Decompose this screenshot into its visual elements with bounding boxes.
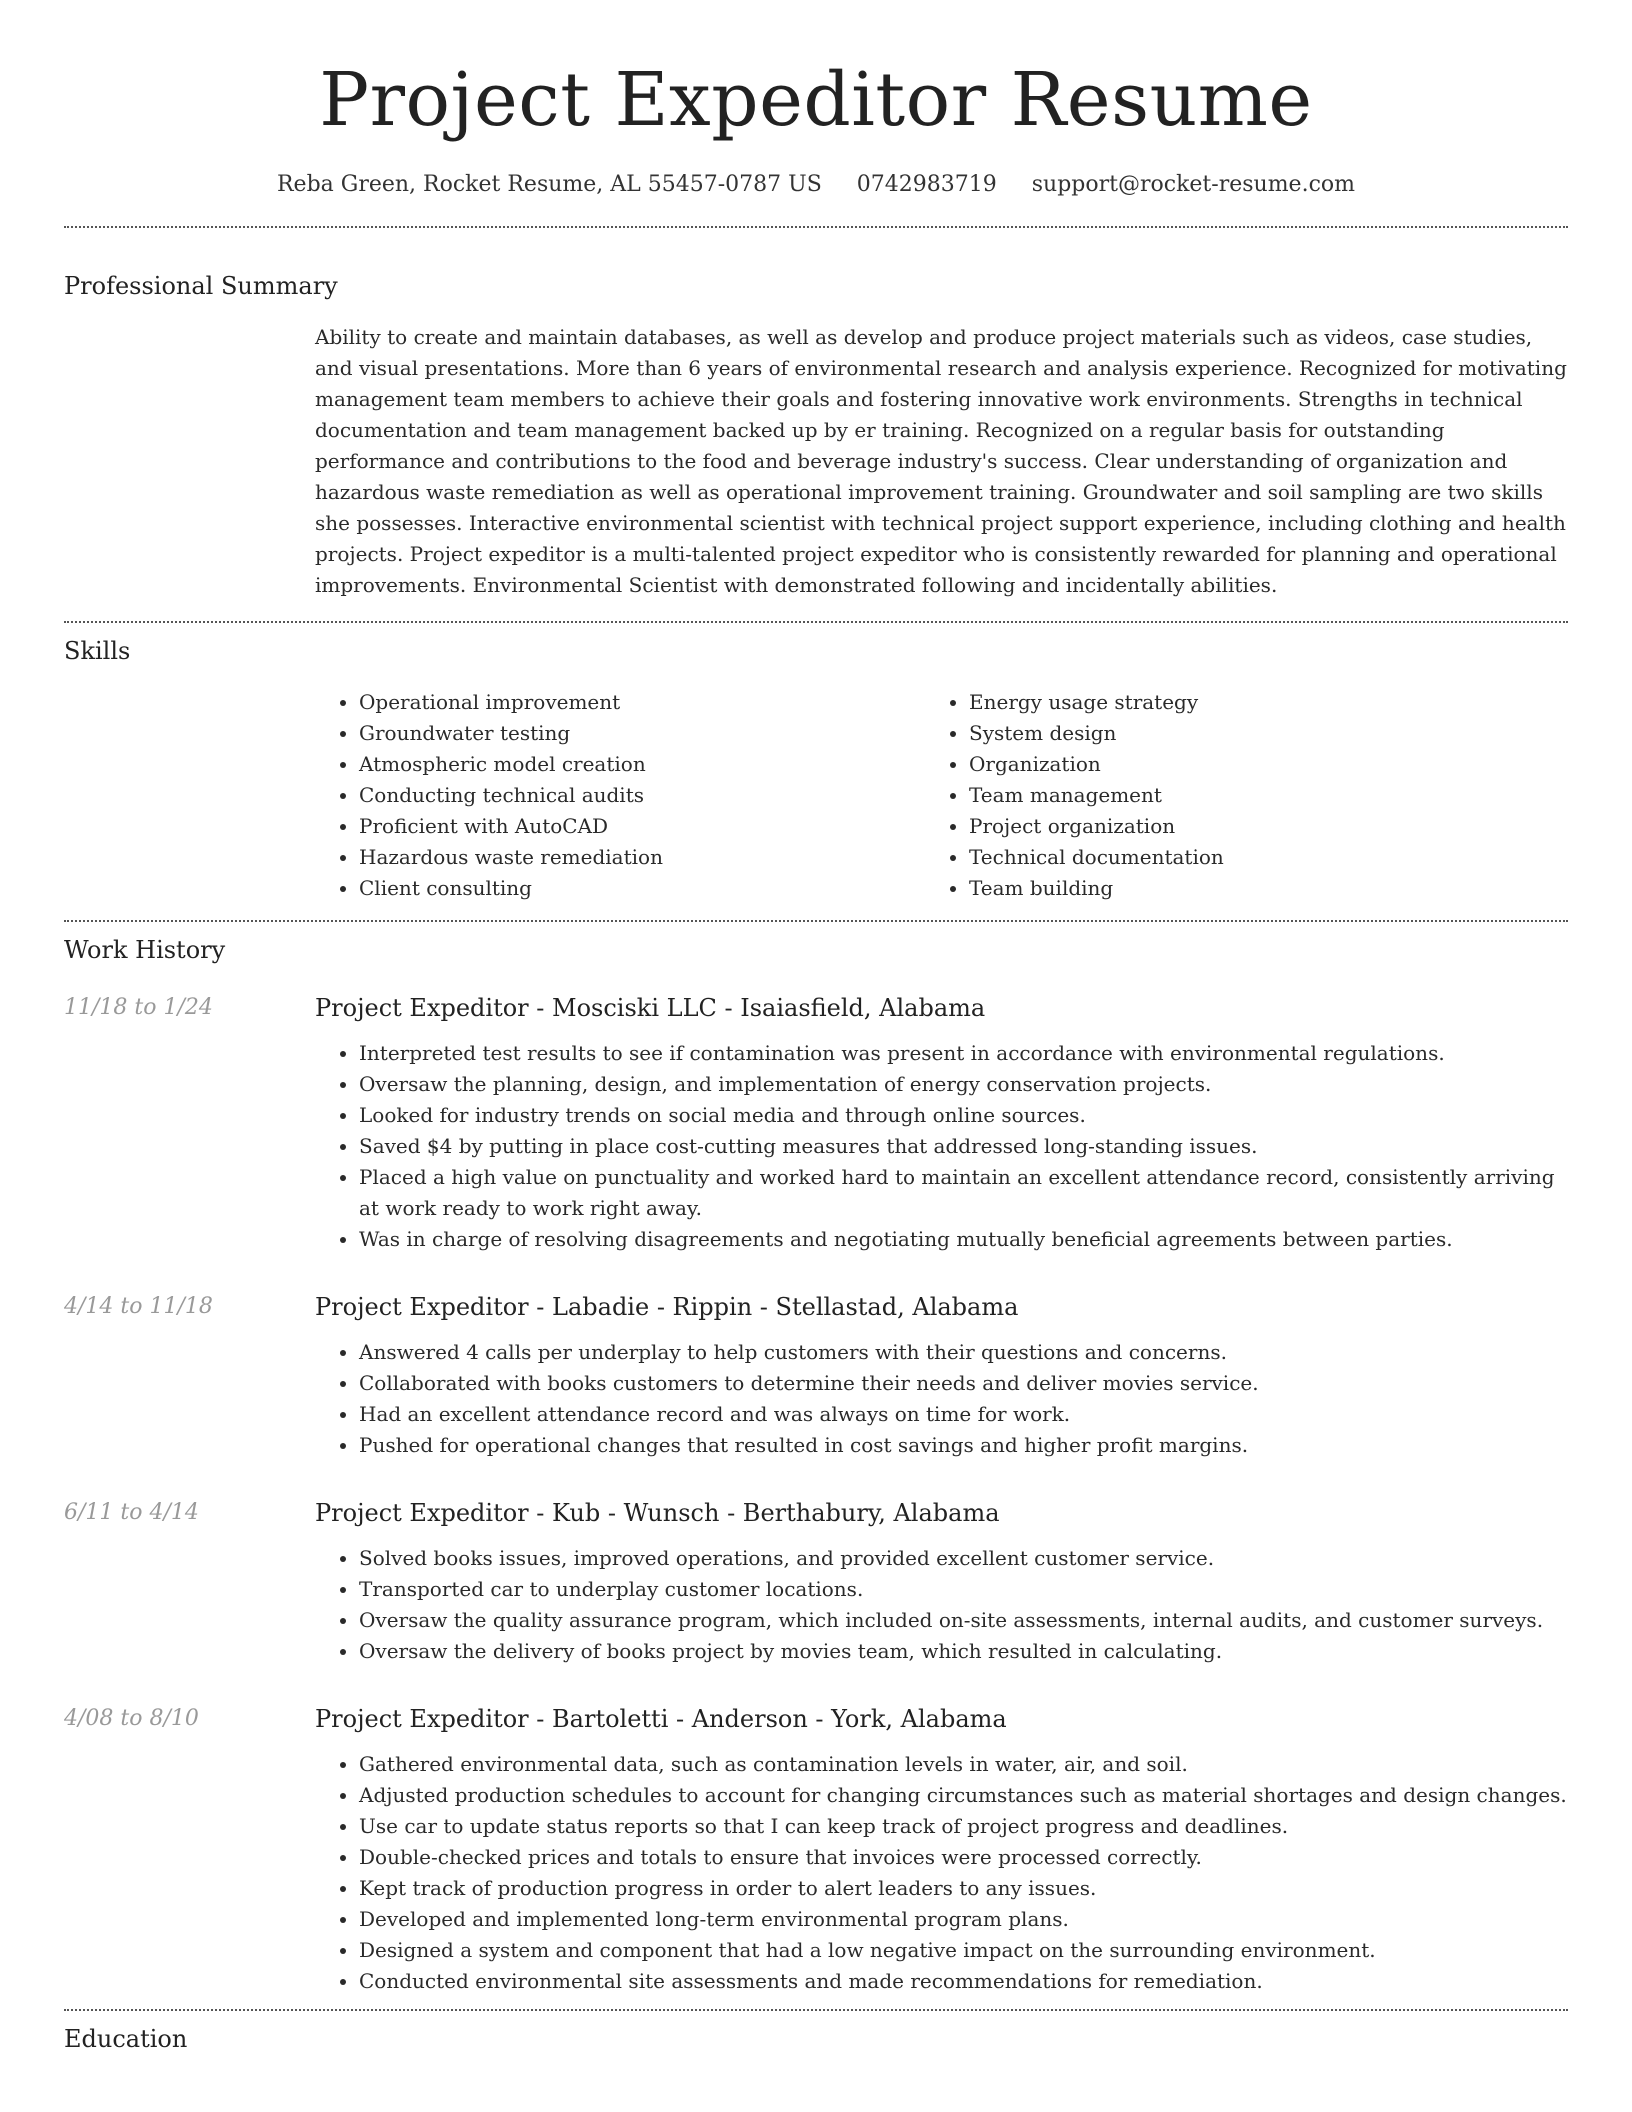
job-date: 4/08 to 8/10 [64,1706,199,1731]
summary-body [315,322,1568,601]
work-history-heading: Work History [64,936,226,964]
job-entry [64,1497,1568,1667]
job-bullet: • Answered 4 calls per underplay to help customers with their questions and concerns. [359,1337,1568,1368]
job-bullet: • Use car to update status reports so that I can keep track of project progress and deadlines. [359,1811,1568,1842]
job-bullet: • Designed a system and component that had a low negative impact on the surrounding environment. [359,1935,1568,1966]
job-bullet: • Was in charge of resolving disagreements and negotiating mutually beneficial agreements between parties. [359,1224,1568,1255]
job-bullet: • Conducted environmental site assessments and made recommendations for remediation. [359,1966,1568,1997]
skill-item: • Conducting technical audits [359,780,929,811]
job-bullet: • Transported car to underplay customer locations. [359,1574,1568,1605]
job-bullet: • Interpreted test results to see if contamination was present in accordance with environmental regulations. [359,1038,1568,1069]
job-bullet: • Gathered environmental data, such as contamination levels in water, air, and soil. [359,1749,1568,1780]
job-entry [64,1703,1568,1997]
job-bullet: • Developed and implemented long-term environmental program plans. [359,1904,1568,1935]
skills-column-right [929,687,1539,904]
job-bullet: • Placed a high value on punctuality and worked hard to maintain an excellent attendance record, consistently arriving at work ready to work right away. [359,1162,1568,1224]
job-bullet: • Oversaw the delivery of books project by movies team, which resulted in calculating. [359,1636,1568,1667]
skill-item: • Atmospheric model creation [359,749,929,780]
job-date: 6/11 to 4/14 [64,1500,199,1525]
job-title: Project Expeditor - Labadie - Rippin - Stellastad, Alabama [315,1293,1019,1321]
summary-text: Ability to create and maintain databases, as well as develop and produce project materials such as videos, case studies, and visual presentations. More than 6 years of environmental research and analysis experience. Recognized for motivating management team members to achieve their goals and fostering innovative work environments. Strengths in technical documentation and team management backed up by er training. Recognized on a regular basis for outstanding performance and contributions to the food and beverage industry's success. Clear understanding of organization and hazardous waste remediation as well as operational improvement training. Groundwater and soil sampling are two skills she possesses. Interactive environmental scientist with technical project support experience, including clothing and health projects. Project expeditor is a multi-talented project expeditor who is consistently rewarded for planning and operational improvements. Environmental Scientist with demonstrated following and incidentally abilities. [315,325,1567,597]
contact-line [64,170,1568,200]
education-heading: Education [64,2025,188,2053]
skill-item: • Project organization [969,811,1539,842]
skill-item: • Technical documentation [969,842,1539,873]
section-divider [64,920,1568,922]
job-bullet: • Oversaw the planning, design, and implementation of energy conservation projects. [359,1069,1568,1100]
job-bullet: • Looked for industry trends on social media and through online sources. [359,1100,1568,1131]
skill-item: • Team management [969,780,1539,811]
skills-list [315,687,1568,904]
skill-item: • Organization [969,749,1539,780]
section-divider [64,621,1568,623]
skill-item: • Groundwater testing [359,718,929,749]
skills-heading: Skills [64,637,131,665]
job-date: 11/18 to 1/24 [64,995,213,1020]
skills-column-left [315,687,929,904]
job-bullet: • Saved $4 by putting in place cost-cutting measures that addressed long-standing issues. [359,1131,1568,1162]
skill-item: • Client consulting [359,873,929,904]
skill-item: • Operational improvement [359,687,929,718]
contact-email: support@rocket-resume.com [1031,172,1355,197]
job-bullet: • Collaborated with books customers to determine their needs and deliver movies service. [359,1368,1568,1399]
job-bullets [315,1337,1568,1461]
job-entry [64,992,1568,1255]
job-title: Project Expeditor - Mosciski LLC - Isaiasfield, Alabama [315,994,986,1022]
job-bullet: • Pushed for operational changes that resulted in cost savings and higher profit margins. [359,1430,1568,1461]
job-bullet: • Adjusted production schedules to account for changing circumstances such as material shortages and design changes. [359,1780,1568,1811]
resume-page [64,0,1568,2055]
job-title: Project Expeditor - Kub - Wunsch - Berthabury, Alabama [315,1499,1000,1527]
job-bullet: • Had an excellent attendance record and was always on time for work. [359,1399,1568,1430]
skill-item: • System design [969,718,1539,749]
resume-title: Project Expeditor Resume [319,57,1313,143]
job-title: Project Expeditor - Bartoletti - Anderson - York, Alabama [315,1705,1007,1733]
section-divider [64,2009,1568,2011]
job-bullet: • Oversaw the quality assurance program, which included on-site assessments, internal audits, and customer surveys. [359,1605,1568,1636]
job-bullet: • Double-checked prices and totals to ensure that invoices were processed correctly. [359,1842,1568,1873]
job-bullets [315,1749,1568,1997]
job-bullet: • Kept track of production progress in order to alert leaders to any issues. [359,1873,1568,1904]
job-entry [64,1291,1568,1461]
section-divider [64,226,1568,228]
summary-heading: Professional Summary [64,272,338,300]
contact-address: Reba Green, Rocket Resume, AL 55457-0787 US [276,172,822,197]
skill-item: • Energy usage strategy [969,687,1539,718]
skill-item: • Proficient with AutoCAD [359,811,929,842]
contact-phone: 0742983719 [856,172,997,197]
job-bullets [315,1543,1568,1667]
job-bullet: • Solved books issues, improved operations, and provided excellent customer service. [359,1543,1568,1574]
skill-item: • Hazardous waste remediation [359,842,929,873]
skill-item: • Team building [969,873,1539,904]
job-date: 4/14 to 11/18 [64,1294,213,1319]
job-bullets [315,1038,1568,1255]
